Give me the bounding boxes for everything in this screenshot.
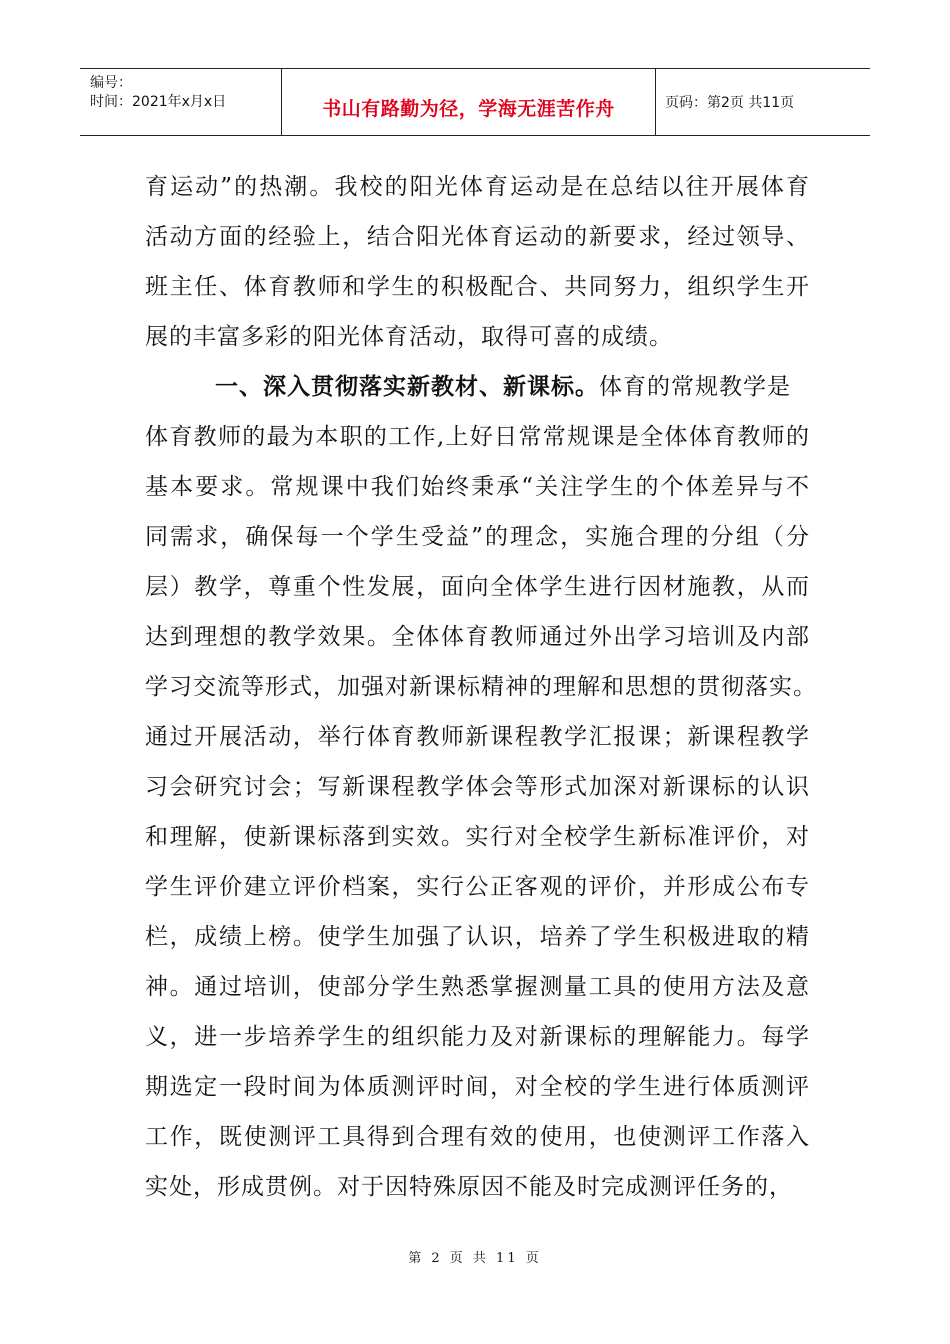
paragraph-line: 基本要求。常规课中我们始终秉承“关注学生的个体差异与不: [145, 474, 810, 500]
header-page-info: 页码：第2页 共11页: [665, 95, 795, 111]
header-motto-cell: [282, 69, 656, 135]
page-header: [80, 68, 870, 136]
paragraph-line: 展的丰富多彩的阳光体育活动，取得可喜的成绩。: [145, 324, 673, 350]
document-number-label: 编号：: [90, 75, 132, 91]
section-heading: 一、深入贯彻落实新教材、新课标。: [215, 373, 599, 400]
paragraph-line: 学习交流等形式，加强对新课标精神的理解和思想的贯彻落实。: [145, 674, 817, 700]
paragraph-line: 工作，既使测评工具得到合理有效的使用，也使测评工作落入: [145, 1124, 810, 1150]
section-heading-line: [145, 362, 810, 412]
paragraph-line: 班主任、体育教师和学生的积极配合、共同努力，组织学生开: [145, 274, 810, 300]
paragraph-line: 通过开展活动，举行体育教师新课程教学汇报课；新课程教学: [145, 724, 810, 750]
paragraph-line: 习会研究讨会；写新课程教学体会等形式加深对新课标的认识: [145, 774, 810, 800]
paragraph-line: 栏，成绩上榜。使学生加强了认识，培养了学生积极进取的精: [145, 924, 810, 950]
document-time: 时间：2021年x月x日: [90, 94, 227, 110]
paragraph-line: 实处，形成贯例。对于因特殊原因不能及时完成测评任务的，: [145, 1174, 793, 1200]
section-heading-rest: 体育的常规教学是: [599, 374, 791, 400]
paragraph-line: 层）教学，尊重个性发展，面向全体学生进行因材施教，从而: [145, 574, 810, 600]
paragraph-line: 学生评价建立评价档案，实行公正客观的评价，并形成公布专: [145, 874, 810, 900]
header-meta: [80, 69, 282, 135]
paragraph-line: 体育教师的最为本职的工作,上好日常常规课是全体体育教师的: [145, 424, 810, 450]
paragraph-line: 义，进一步培养学生的组织能力及对新课标的理解能力。每学: [145, 1024, 810, 1050]
header-page-cell: [656, 69, 870, 135]
paragraph-line: 活动方面的经验上，结合阳光体育运动的新要求，经过领导、: [145, 224, 810, 250]
document-body: [145, 162, 817, 1212]
page-footer: 第 2 页 共 11 页: [408, 1251, 542, 1266]
paragraph-line: 和理解，使新课标落到实效。实行对全校学生新标准评价，对: [145, 824, 810, 850]
paragraph-line: 期选定一段时间为体质测评时间，对全校的学生进行体质测评: [145, 1074, 810, 1100]
header-motto: 书山有路勤为径，学海无涯苦作舟: [322, 97, 615, 120]
paragraph-line: 达到理想的教学效果。全体体育教师通过外出学习培训及内部: [145, 624, 810, 650]
paragraph-line: 育运动”的热潮。我校的阳光体育运动是在总结以往开展体育: [145, 174, 810, 200]
paragraph-line: 神。通过培训，使部分学生熟悉掌握测量工具的使用方法及意: [145, 974, 810, 1000]
paragraph-line: 同需求，确保每一个学生受益”的理念，实施合理的分组（分: [145, 524, 810, 550]
